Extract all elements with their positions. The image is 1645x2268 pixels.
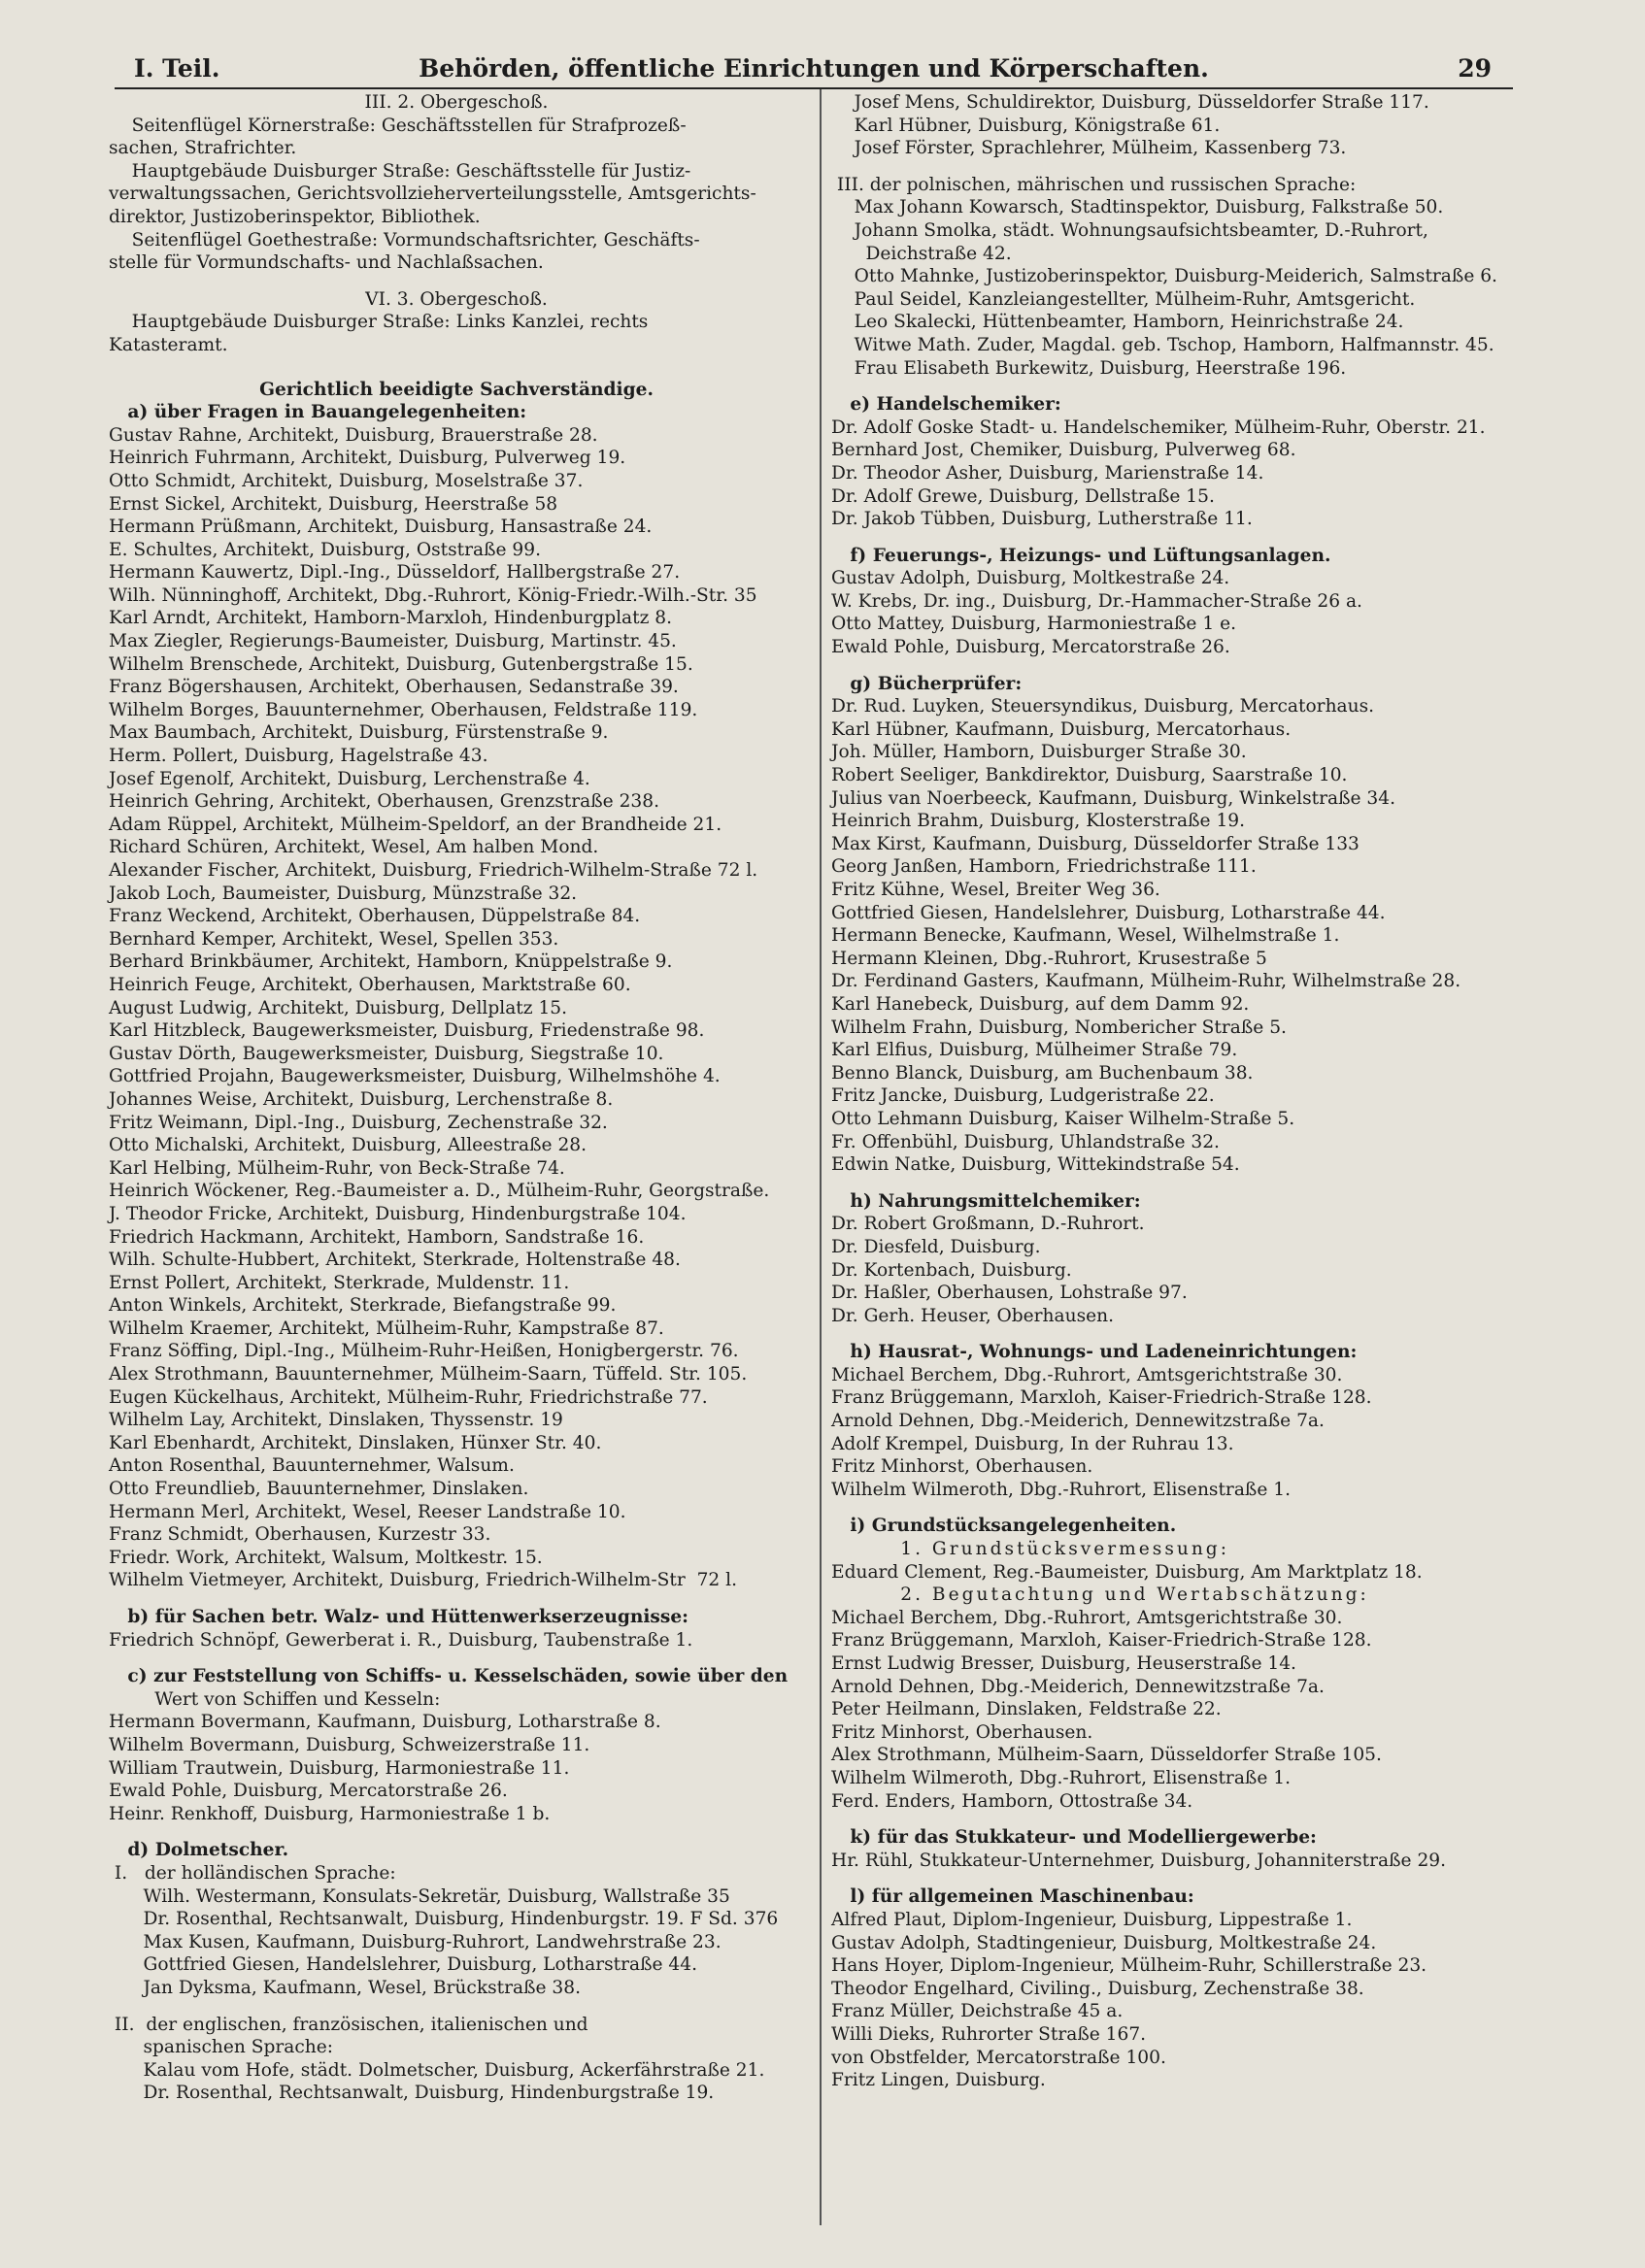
text-line: W. Krebs, Dr. ing., Duisburg, Dr.-Hammacher-Straße 26 a.	[831, 590, 1362, 612]
text-line: Ernst Sickel, Architekt, Duisburg, Heerstraße 58	[109, 493, 558, 515]
text-line: Friedrich Hackmann, Architekt, Hamborn, Sandstraße 16.	[109, 1226, 645, 1248]
text-line: von Obstfelder, Mercatorstraße 100.	[831, 2047, 1166, 2068]
text-line: Otto Mahnke, Justizoberinspektor, Duisburg-Meiderich, Salmstraße 6.	[831, 266, 1497, 287]
spacer	[109, 275, 804, 288]
text-line: Franz Müller, Deichstraße 45 a.	[831, 2001, 1124, 2022]
text-line: Alex Strothmann, Mülheim-Saarn, Düsseldorfer Straße 105.	[831, 1745, 1382, 1766]
part-label: I. Teil.	[134, 54, 220, 83]
text-line: Fritz Kühne, Wesel, Breiter Weg 36.	[831, 880, 1160, 900]
spacer	[831, 1872, 1527, 1885]
text-line: Josef Mens, Schuldirektor, Duisburg, Düsseldorfer Straße 117.	[831, 92, 1429, 113]
text-line: a) über Fragen in Bauangelegenheiten:	[109, 402, 527, 423]
text-line: Heinr. Renkhoff, Duisburg, Harmoniestraße 1 b.	[109, 1803, 551, 1824]
text-line: Josef Egenolf, Architekt, Duisburg, Lerchenstraße 4.	[109, 768, 590, 789]
text-line: verwaltungssachen, Gerichtsvollzieherverteilungsstelle, Amtsgerichts-	[109, 183, 756, 205]
text-line: Ewald Pohle, Duisburg, Mercatorstraße 26.	[109, 1781, 508, 1802]
text-line: Max Baumbach, Architekt, Duisburg, Fürstenstraße 9.	[109, 722, 609, 744]
text-line: Paul Seidel, Kanzleiangestellter, Mülheim-Ruhr, Amtsgericht.	[831, 288, 1416, 310]
text-line: Wilh. Nünninghoff, Architekt, Dbg.-Ruhrort, König-Friedr.-Wilh.-Str. 35	[109, 584, 757, 606]
text-line: Karl Hübner, Kaufmann, Duisburg, Mercatorhaus.	[831, 718, 1292, 740]
text-line: Dr. Rosenthal, Rechtsanwalt, Duisburg, Hindenburgstraße 19.	[109, 2083, 715, 2104]
text-line: Franz Brüggemann, Marxloh, Kaiser-Friedrich-Straße 128.	[831, 1630, 1372, 1651]
text-line: Hermann Benecke, Kaufmann, Wesel, Wilhelmstraße 1.	[831, 925, 1340, 947]
text-line: Wilhelm Bovermann, Duisburg, Schweizerstraße 11.	[109, 1734, 590, 1755]
text-line: Leo Skalecki, Hüttenbeamter, Hamborn, Heinrichstraße 24.	[831, 312, 1404, 333]
text-line: Gottfried Giesen, Handelslehrer, Duisburg, Lotharstraße 44.	[109, 1954, 698, 1976]
text-line: Karl Arndt, Architekt, Hamborn-Marxloh, Hindenburgplatz 8.	[109, 608, 673, 629]
text-line: Wilhelm Brenschede, Architekt, Duisburg, Gutenbergstraße 15.	[109, 653, 693, 675]
text-line: Hermann Kleinen, Dbg.-Ruhrort, Krusestraße 5	[831, 948, 1267, 969]
text-line: Wilhelm Lay, Architekt, Dinslaken, Thyssenstr. 19	[109, 1410, 563, 1431]
text-line: direktor, Justizoberinspektor, Bibliothek.	[109, 206, 481, 227]
text-line: i) Grundstücksangelegenheiten.	[831, 1516, 1177, 1537]
spacer	[831, 1177, 1527, 1190]
text-line: Seitenflügel Körnerstraße: Geschäftsstellen für Strafprozeß-	[109, 115, 687, 136]
text-line: Witwe Math. Zuder, Magdal. geb. Tschop, Hamborn, Halfmannstr. 45.	[831, 334, 1494, 355]
text-line: I. der holländischen Sprache:	[109, 1862, 396, 1884]
text-line: Dr. Gerh. Heuser, Oberhausen.	[831, 1305, 1115, 1326]
text-line: Adolf Krempel, Duisburg, In der Ruhrau 13.	[831, 1433, 1234, 1454]
text-line: Gottfried Projahn, Baugewerksmeister, Duisburg, Wilhelmshöhe 4.	[109, 1066, 721, 1087]
text-line: Heinrich Wöckener, Reg.-Baumeister a. D., Mülheim-Ruhr, Georgstraße.	[109, 1181, 770, 1202]
text-line: Gustav Adolph, Duisburg, Moltkestraße 24.	[831, 568, 1230, 589]
text-line: Arnold Dehnen, Dbg.-Meiderich, Dennewitzstraße 7a.	[831, 1411, 1325, 1432]
text-line: Alfred Plaut, Diplom-Ingenieur, Duisburg, Lippestraße 1.	[831, 1909, 1353, 1930]
text-line: Hauptgebäude Duisburger Straße: Geschäftsstelle für Justiz-	[109, 160, 691, 182]
text-line: Wilh. Westermann, Konsulats-Sekretär, Duisburg, Wallstraße 35	[109, 1885, 730, 1907]
text-line: Johannes Weise, Architekt, Duisburg, Lerchenstraße 8.	[109, 1088, 614, 1110]
spacer	[109, 1651, 804, 1665]
text-line: Ferd. Enders, Hamborn, Ottostraße 34.	[831, 1790, 1193, 1812]
text-line: Ewald Pohle, Duisburg, Mercatorstraße 26.	[831, 637, 1230, 658]
text-line: Fritz Lingen, Duisburg.	[831, 2070, 1046, 2091]
text-line: Gottfried Giesen, Handelslehrer, Duisburg, Lotharstraße 44.	[831, 902, 1386, 923]
text-line: l) für allgemeinen Maschinenbau:	[831, 1886, 1194, 1908]
text-line: Friedr. Work, Architekt, Walsum, Moltkestr. 15.	[109, 1547, 543, 1568]
text-line: g) Bücherprüfer:	[831, 673, 1023, 694]
text-line: Frau Elisabeth Burkewitz, Duisburg, Heerstraße 196.	[831, 357, 1347, 379]
text-line: Wert von Schiffen und Kesseln:	[109, 1688, 441, 1710]
text-line: Dr. Jakob Tübben, Duisburg, Lutherstraße 11.	[831, 509, 1253, 530]
text-line: Hauptgebäude Duisburger Straße: Links Kanzlei, rechts	[109, 312, 649, 333]
text-line: spanischen Sprache:	[109, 2037, 334, 2058]
text-line: Franz Bögershausen, Architekt, Oberhausen, Sedanstraße 39.	[109, 677, 679, 698]
text-line: Wilhelm Wilmeroth, Dbg.-Ruhrort, Elisenstraße 1.	[831, 1767, 1291, 1788]
text-line: sachen, Strafrichter.	[109, 138, 297, 159]
text-line: Heinrich Fuhrmann, Architekt, Duisburg, Pulverweg 19.	[109, 448, 626, 469]
text-line: Heinrich Gehring, Architekt, Oberhausen, Grenzstraße 238.	[109, 791, 659, 813]
text-line: Robert Seeliger, Bankdirektor, Duisburg, Saarstraße 10.	[831, 765, 1348, 786]
text-line: Fritz Weimann, Dipl.-Ing., Duisburg, Zechenstraße 32.	[109, 1112, 608, 1133]
text-line: Franz Schmidt, Oberhausen, Kurzestr 33.	[109, 1524, 491, 1546]
spacer	[109, 1592, 804, 1606]
text-line: Hans Hoyer, Diplom-Ingenieur, Mülheim-Ruhr, Schillerstraße 23.	[831, 1955, 1427, 1977]
text-line: Anton Rosenthal, Bauunternehmer, Walsum.	[109, 1455, 515, 1477]
text-line: Heinrich Brahm, Duisburg, Klosterstraße 19.	[831, 811, 1246, 832]
left-column	[109, 91, 804, 2105]
text-line: Max Kusen, Kaufmann, Duisburg-Ruhrort, Landwehrstraße 23.	[109, 1931, 722, 1952]
text-line: Anton Winkels, Architekt, Sterkrade, Biefangstraße 99.	[109, 1295, 617, 1317]
text-line: 2. Begutachtung und Wertabschätzung:	[831, 1584, 1369, 1606]
text-line: Wilhelm Borges, Bauunternehmer, Oberhausen, Feldstraße 119.	[109, 699, 698, 720]
text-line: Hermann Kauwertz, Dipl.-Ing., Düsseldorf, Hallbergstraße 27.	[109, 562, 681, 584]
text-line: William Trautwein, Duisburg, Harmoniestraße 11.	[109, 1757, 570, 1779]
text-line: III. 2. Obergeschoß.	[364, 92, 549, 113]
text-line: Edwin Natke, Duisburg, Wittekindstraße 54.	[831, 1154, 1240, 1176]
text-line: Jan Dyksma, Kaufmann, Wesel, Brückstraße 38.	[109, 1977, 581, 1998]
text-line: Max Ziegler, Regierungs-Baumeister, Duisburg, Martinstr. 45.	[109, 631, 677, 652]
spacer	[109, 2000, 804, 2014]
text-line: Max Johann Kowarsch, Stadtinspektor, Duisburg, Falkstraße 50.	[831, 197, 1444, 218]
text-line: Dr. Adolf Grewe, Duisburg, Dellstraße 15.	[831, 485, 1215, 507]
text-line: Julius van Noerbeeck, Kaufmann, Duisburg, Winkelstraße 34.	[831, 787, 1395, 809]
text-line: Michael Berchem, Dbg.-Ruhrort, Amtsgerichtstraße 30.	[831, 1607, 1343, 1628]
text-line: Bernhard Kemper, Architekt, Wesel, Spellen 353.	[109, 928, 559, 950]
text-line: stelle für Vormundschafts- und Nachlaßsachen.	[109, 252, 544, 274]
page-title: Behörden, öffentliche Einrichtungen und Körperschaften.	[419, 54, 1209, 83]
text-line: Alex Strothmann, Bauunternehmer, Mülheim-Saarn, Tüffeld. Str. 105.	[109, 1364, 748, 1385]
text-line: Gustav Rahne, Architekt, Duisburg, Brauerstraße 28.	[109, 424, 598, 446]
text-line: h) Nahrungsmittelchemiker:	[831, 1190, 1141, 1212]
text-line: Hermann Bovermann, Kaufmann, Duisburg, Lotharstraße 8.	[109, 1712, 661, 1733]
text-line: Dr. Rud. Luyken, Steuersyndikus, Duisburg, Mercatorhaus.	[831, 696, 1375, 717]
text-line: Wilhelm Kraemer, Architekt, Mülheim-Ruhr, Kampstraße 87.	[109, 1317, 664, 1339]
spacer	[831, 1501, 1527, 1515]
text-line: e) Handelschemiker:	[831, 394, 1061, 416]
text-line: Wilhelm Wilmeroth, Dbg.-Ruhrort, Elisenstraße 1.	[831, 1479, 1291, 1500]
text-line: Fritz Minhorst, Oberhausen.	[831, 1721, 1093, 1743]
column-divider	[820, 89, 822, 2225]
text-line: Max Kirst, Kaufmann, Duisburg, Düsseldorfer Straße 133	[831, 833, 1360, 854]
spacer	[831, 380, 1527, 393]
text-line: Theodor Engelhard, Civiling., Duisburg, Zechenstraße 38.	[831, 1978, 1364, 1999]
text-line: Willi Dieks, Ruhrorter Straße 167.	[831, 2023, 1147, 2045]
text-line: Karl Elfius, Duisburg, Mülheimer Straße 79.	[831, 1040, 1238, 1061]
text-line: Josef Förster, Sprachlehrer, Mülheim, Kassenberg 73.	[831, 138, 1347, 159]
text-line: Karl Hitzbleck, Baugewerksmeister, Duisburg, Friedenstraße 98.	[109, 1020, 705, 1042]
text-line: Ernst Ludwig Bresser, Duisburg, Heuserstraße 14.	[831, 1653, 1296, 1674]
text-line: Fr. Offenbühl, Duisburg, Uhlandstraße 32.	[831, 1131, 1220, 1152]
spacer	[109, 357, 804, 379]
text-line: Joh. Müller, Hamborn, Duisburger Straße 30.	[831, 742, 1247, 763]
text-line: c) zur Feststellung von Schiffs- u. Kesselschäden, sowie über den	[109, 1666, 789, 1687]
text-line: Friedrich Schnöpf, Gewerberat i. R., Duisburg, Taubenstraße 1.	[109, 1629, 693, 1651]
text-line: Ernst Pollert, Architekt, Sterkrade, Muldenstr. 11.	[109, 1272, 570, 1293]
text-line: Benno Blanck, Duisburg, am Buchenbaum 38.	[831, 1062, 1254, 1084]
text-line: Eugen Kückelhaus, Architekt, Mülheim-Ruhr, Friedrichstraße 77.	[109, 1386, 708, 1408]
text-line: k) für das Stukkateur- und Modelliergewerbe:	[831, 1827, 1317, 1849]
text-line: Wilhelm Vietmeyer, Architekt, Duisburg, Friedrich-Wilhelm-Str 72 l.	[109, 1570, 738, 1591]
spacer	[831, 160, 1527, 174]
text-line: Hermann Merl, Architekt, Wesel, Reeser Landstraße 10.	[109, 1501, 626, 1522]
text-line: Dr. Rosenthal, Rechtsanwalt, Duisburg, Hindenburgstr. 19. F Sd. 376	[109, 1909, 779, 1930]
text-line: Otto Schmidt, Architekt, Duisburg, Moselstraße 37.	[109, 470, 584, 491]
text-line: Franz Söffing, Dipl.-Ing., Mülheim-Ruhr-Heißen, Honigbergerstr. 76.	[109, 1341, 739, 1362]
text-line: Heinrich Feuge, Architekt, Oberhausen, Marktstraße 60.	[109, 974, 631, 995]
text-line: Arnold Dehnen, Dbg.-Meiderich, Dennewitzstraße 7a.	[831, 1676, 1325, 1697]
text-line: Otto Michalski, Architekt, Duisburg, Alleestraße 28.	[109, 1135, 588, 1156]
text-line: f) Feuerungs-, Heizungs- und Lüftungsanlagen.	[831, 545, 1331, 566]
text-line: Dr. Kortenbach, Duisburg.	[831, 1259, 1072, 1281]
text-line: Gustav Dörth, Baugewerksmeister, Duisburg, Siegstraße 10.	[109, 1043, 664, 1064]
text-line: Otto Freundlieb, Bauunternehmer, Dinslaken.	[109, 1479, 529, 1500]
text-line: VI. 3. Obergeschoß.	[365, 288, 548, 310]
text-line: b) für Sachen betr. Walz- und Hüttenwerkserzeugnisse:	[109, 1607, 689, 1627]
text-line: Hermann Prüßmann, Architekt, Duisburg, Hansastraße 24.	[109, 517, 653, 538]
spacer	[831, 1813, 1527, 1826]
text-line: d) Dolmetscher.	[109, 1840, 289, 1861]
text-line: Franz Weckend, Architekt, Oberhausen, Düppelstraße 84.	[109, 906, 641, 927]
text-line: Adam Rüppel, Architekt, Mülheim-Speldorf, an der Brandheide 21.	[109, 814, 722, 835]
text-line: Karl Ebenhardt, Architekt, Dinslaken, Hünxer Str. 40.	[109, 1432, 602, 1453]
text-line: Deichstraße 42.	[831, 243, 1012, 264]
text-line: Kalau vom Hofe, städt. Dolmetscher, Duisburg, Ackerfährstraße 21.	[109, 2059, 765, 2081]
text-line: Jakob Loch, Baumeister, Duisburg, Münzstraße 32.	[109, 883, 578, 904]
text-line: Georg Janßen, Hamborn, Friedrichstraße 111.	[831, 856, 1257, 878]
text-line: Karl Helbing, Mülheim-Ruhr, von Beck-Straße 74.	[109, 1157, 565, 1179]
text-line: Dr. Adolf Goske Stadt- u. Handelschemiker, Mülheim-Ruhr, Oberstr. 21.	[831, 417, 1486, 438]
text-line: Wilh. Schulte-Hubbert, Architekt, Sterkrade, Holtenstraße 48.	[109, 1250, 681, 1271]
text-line: Katasteramt.	[109, 334, 228, 355]
text-line: Hr. Rühl, Stukkateur-Unternehmer, Duisburg, Johanniterstraße 29.	[831, 1850, 1447, 1871]
text-line: Otto Mattey, Duisburg, Harmoniestraße 1 e.	[831, 614, 1236, 635]
text-line: h) Hausrat-, Wohnungs- und Ladeneinrichtungen:	[831, 1342, 1358, 1363]
text-line: III. der polnischen, mährischen und russischen Sprache:	[831, 174, 1357, 195]
text-line: Alexander Fischer, Architekt, Duisburg, Friedrich-Wilhelm-Straße 72 l.	[109, 860, 758, 881]
text-line: Peter Heilmann, Dinslaken, Feldstraße 22.	[831, 1699, 1222, 1720]
text-line: Richard Schüren, Architekt, Wesel, Am halben Mond.	[109, 837, 599, 858]
text-line: Otto Lehmann Duisburg, Kaiser Wilhelm-Straße 5.	[831, 1108, 1295, 1129]
text-line: Wilhelm Frahn, Duisburg, Nombericher Straße 5.	[831, 1017, 1287, 1038]
spacer	[109, 1825, 804, 1839]
text-line: Dr. Robert Großmann, D.-Ruhrort.	[831, 1214, 1145, 1235]
text-line: Bernhard Jost, Chemiker, Duisburg, Pulverweg 68.	[831, 440, 1296, 461]
text-line: Michael Berchem, Dbg.-Ruhrort, Amtsgerichtstraße 30.	[831, 1364, 1343, 1385]
text-line: J. Theodor Fricke, Architekt, Duisburg, Hindenburgstraße 104.	[109, 1203, 687, 1224]
spacer	[831, 531, 1527, 545]
text-line: Seitenflügel Goethestraße: Vormundschaftsrichter, Geschäfts-	[109, 229, 700, 250]
text-line: Eduard Clement, Reg.-Baumeister, Duisburg, Am Marktplatz 18.	[831, 1561, 1423, 1583]
text-line: Gustav Adolph, Stadtingenieur, Duisburg, Moltkestraße 24.	[831, 1932, 1377, 1953]
text-line: E. Schultes, Architekt, Duisburg, Oststraße 99.	[109, 539, 541, 560]
text-line: Berhard Brinkbäumer, Architekt, Hamborn, Knüppelstraße 9.	[109, 951, 673, 973]
spacer	[831, 659, 1527, 673]
right-column	[831, 91, 1527, 2092]
text-line: Dr. Ferdinand Gasters, Kaufmann, Mülheim-Ruhr, Wilhelmstraße 28.	[831, 971, 1461, 992]
text-line: Dr. Diesfeld, Duisburg.	[831, 1236, 1041, 1257]
page-number: 29	[1458, 54, 1492, 83]
text-line: Karl Hübner, Duisburg, Königstraße 61.	[831, 115, 1221, 136]
text-line: August Ludwig, Architekt, Duisburg, Dellplatz 15.	[109, 997, 568, 1018]
text-line: Dr. Theodor Asher, Duisburg, Marienstraße 14.	[831, 462, 1264, 484]
text-line: II. der englischen, französischen, italienischen und	[109, 2014, 588, 2035]
page-header	[115, 49, 1513, 89]
text-line: Fritz Minhorst, Oberhausen.	[831, 1456, 1093, 1478]
text-line: Fritz Jancke, Duisburg, Ludgeristraße 22.	[831, 1085, 1215, 1107]
text-line: Gerichtlich beeidigte Sachverständige.	[259, 379, 654, 400]
text-line: Johann Smolka, städt. Wohnungsaufsichtsbeamter, D.-Ruhrort,	[831, 219, 1428, 241]
text-line: Karl Hanebeck, Duisburg, auf dem Damm 92.	[831, 993, 1250, 1015]
text-line: 1. Grundstücksvermessung:	[831, 1539, 1229, 1560]
text-line: Dr. Haßler, Oberhausen, Lohstraße 97.	[831, 1283, 1188, 1304]
spacer	[831, 1327, 1527, 1341]
text-line: Franz Brüggemann, Marxloh, Kaiser-Friedrich-Straße 128.	[831, 1387, 1372, 1409]
text-line: Herm. Pollert, Duisburg, Hagelstraße 43.	[109, 746, 488, 767]
